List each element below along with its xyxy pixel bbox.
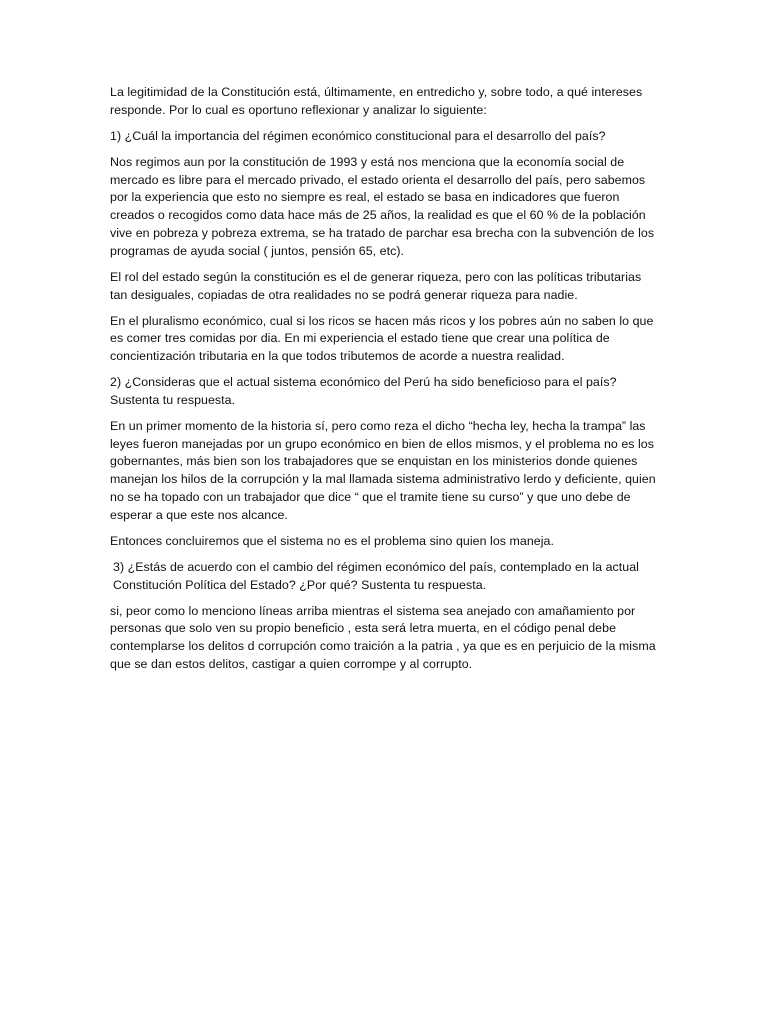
- document-page: [110, 84, 656, 682]
- question-1: 1) ¿Cuál la importancia del régimen económico constitucional para el desarrollo del país?: [110, 128, 606, 143]
- answer-1-paragraph-3: En el pluralismo económico, cual si los ricos se hacen más ricos y los pobres aún no saben lo que es comer tres comidas por dia. En mi experiencia el estado tiene que crear una política de concientización tributaria en la que todos tributemos de acorde a nuestra realidad.: [110, 313, 654, 364]
- intro-paragraph: La legitimidad de la Constitución está, últimamente, en entredicho y, sobre todo, a qué intereses responde. Por lo cual es oportuno reflexionar y analizar lo siguiente:: [110, 85, 643, 117]
- question-2: 2) ¿Consideras que el actual sistema económico del Perú ha sido beneficioso para el país? Sustenta tu respuesta.: [110, 375, 617, 407]
- answer-3-paragraph-1: si, peor como lo menciono líneas arriba mientras el sistema sea anejado con amañamiento por personas que solo ven su propio beneficio , esta será letra muerta, en el código penal debe contemplarse los delitos d corrupción como traición a la patria , ya que es en perjuicio de la misma que se dan estos delitos, castigar a quien corrompe y al corrupto.: [110, 603, 656, 671]
- answer-1-paragraph-2: El rol del estado según la constitución es el de generar riqueza, pero con las políticas tributarias tan desiguales, copiadas de otra realidades no se podrá generar riqueza para nadie.: [110, 269, 642, 302]
- answer-1-paragraph-1: Nos regimos aun por la constitución de 1993 y está nos menciona que la economía social de mercado es libre para el mercado privado, el estado orienta el desarrollo del país, pero sabemos por la experiencia que esto no siempre es real, el estado se basa en indicadores que fueron creados o recogidos como data hace más de 25 años, la realidad es que el 60 % de la población vive en pobreza y pobreza extrema, se ha tratado de parchar esa brecha con la subvención de los programas de ayuda social ( juntos, pensión 65, etc).: [110, 154, 655, 258]
- answer-2-paragraph-1: En un primer momento de la historia sí, pero como reza el dicho “hecha ley, hecha la trampa” las leyes fueron manejadas por un grupo económico en bien de ellos mismos, y el problema no es los gobernantes, más bien son los trabajadores que se enquistan en los ministerios donde quienes manejan los hilos de la corrupción y la mal llamada sistema administrativo lerdo y deficiente, quien no se ha topado con un trabajador que dice “ que el tramite tiene su curso” y que uno debe de esperar a que este nos alcance.: [110, 418, 656, 522]
- question-3: 3) ¿Estás de acuerdo con el cambio del régimen económico del país, contemplado en la actual Constitución Política del Estado? ¿Por qué? Sustenta tu respuesta.: [113, 559, 639, 592]
- answer-2-paragraph-2: Entonces concluiremos que el sistema no es el problema sino quien los maneja.: [110, 533, 554, 548]
